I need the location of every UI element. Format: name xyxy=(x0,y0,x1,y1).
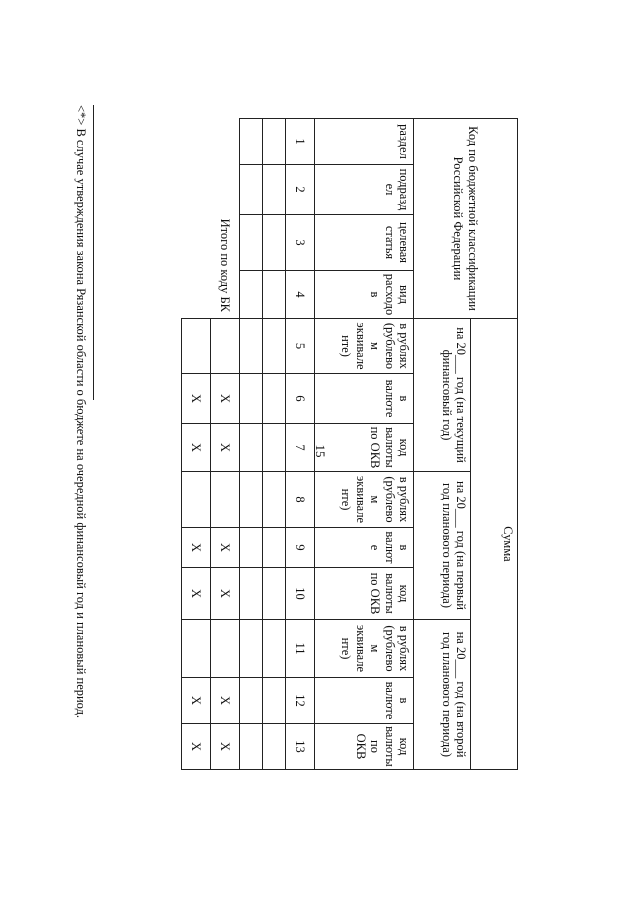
column-number: 12 xyxy=(286,678,315,724)
table-cell xyxy=(182,319,211,374)
table-cell xyxy=(240,472,263,528)
table-cell xyxy=(263,678,286,724)
table-cell xyxy=(240,424,263,472)
column-number: 3 xyxy=(286,215,315,271)
total-row xyxy=(211,119,240,770)
column-number: 4 xyxy=(286,271,315,319)
current-year-header: на 20___ год (на текущий финансовый год) xyxy=(414,319,471,472)
cross-mark: X xyxy=(182,678,211,724)
table-cell xyxy=(182,119,211,319)
okv-header: код валюты по ОКВ xyxy=(315,568,414,620)
table-cell xyxy=(182,620,211,678)
table-cell xyxy=(263,319,286,374)
table-cell xyxy=(263,528,286,568)
table-cell xyxy=(263,472,286,528)
cross-mark: X xyxy=(182,528,211,568)
second-plan-year-header: на 20___ год (на второй год планового периода) xyxy=(414,620,471,770)
first-plan-year-header: на 20___ год (на первый год планового периода) xyxy=(414,472,471,620)
kbk-group-header: Код по бюджетной классификации Российской Федерации xyxy=(414,119,518,319)
table-cell xyxy=(263,271,286,319)
cross-mark: X xyxy=(211,724,240,770)
table-cell xyxy=(263,165,286,215)
table-cell xyxy=(240,528,263,568)
cross-mark: X xyxy=(182,374,211,424)
expense-type-header: вид расходов xyxy=(315,271,414,319)
column-number: 7 xyxy=(286,424,315,472)
rub-header: в рублях (рублевом эквиваленте) xyxy=(315,620,414,678)
table-cell xyxy=(240,215,263,271)
table-cell xyxy=(263,119,286,165)
cross-mark: X xyxy=(211,678,240,724)
page-number: 15 xyxy=(313,444,328,458)
table-cell xyxy=(240,165,263,215)
column-number: 9 xyxy=(286,528,315,568)
table-cell xyxy=(240,119,263,165)
table-cell xyxy=(240,620,263,678)
header-row-3 xyxy=(315,119,414,770)
table-cell xyxy=(211,319,240,374)
footnote-divider xyxy=(93,105,94,400)
total-row xyxy=(182,119,211,770)
table-cell xyxy=(240,678,263,724)
column-number-row xyxy=(286,119,315,770)
landscape-content xyxy=(58,105,518,895)
table-cell xyxy=(263,620,286,678)
column-number: 5 xyxy=(286,319,315,374)
section-header: раздел xyxy=(315,119,414,165)
column-number: 13 xyxy=(286,724,315,770)
table-cell xyxy=(211,472,240,528)
rub-header: в рублях (рублевом эквиваленте) xyxy=(315,472,414,528)
sum-group-header: Сумма xyxy=(471,319,518,770)
total-label: Итого по коду БК xyxy=(217,218,232,312)
table-cell xyxy=(240,568,263,620)
currency-header: в валюте xyxy=(315,528,414,568)
cross-mark: X xyxy=(211,374,240,424)
cross-mark: X xyxy=(182,724,211,770)
cross-mark: X xyxy=(211,528,240,568)
column-number: 6 xyxy=(286,374,315,424)
table-row xyxy=(240,119,263,770)
cross-mark: X xyxy=(211,568,240,620)
table-cell xyxy=(240,724,263,770)
table-cell xyxy=(263,374,286,424)
table-cell xyxy=(240,271,263,319)
currency-header: в валюте xyxy=(315,374,414,424)
header-row-1 xyxy=(471,119,518,770)
table-cell xyxy=(240,319,263,374)
cross-mark: X xyxy=(182,568,211,620)
rub-header: в рублях (рублевом эквиваленте) xyxy=(315,319,414,374)
column-number: 2 xyxy=(286,165,315,215)
currency-header: в валюте xyxy=(315,678,414,724)
footnote: <*> В случае утверждения закона Рязанской области о бюджете на очередной финансовый год и плановый период. xyxy=(74,105,88,719)
column-number: 8 xyxy=(286,472,315,528)
cross-mark: X xyxy=(211,424,240,472)
okv-header: код валюты по ОКВ xyxy=(315,424,414,472)
table-cell xyxy=(263,724,286,770)
budget-table xyxy=(181,118,518,770)
table-cell xyxy=(263,424,286,472)
column-number: 1 xyxy=(286,119,315,165)
subsection-header: подраздел xyxy=(315,165,414,215)
table-cell xyxy=(263,568,286,620)
table-row xyxy=(263,119,286,770)
target-article-header: целевая статья xyxy=(315,215,414,271)
table-cell xyxy=(263,215,286,271)
column-number: 11 xyxy=(286,620,315,678)
okv-header: код валюты по ОКВ xyxy=(315,724,414,770)
table-cell xyxy=(211,620,240,678)
table-cell xyxy=(182,472,211,528)
table-cell xyxy=(240,374,263,424)
cross-mark: X xyxy=(182,424,211,472)
column-number: 10 xyxy=(286,568,315,620)
